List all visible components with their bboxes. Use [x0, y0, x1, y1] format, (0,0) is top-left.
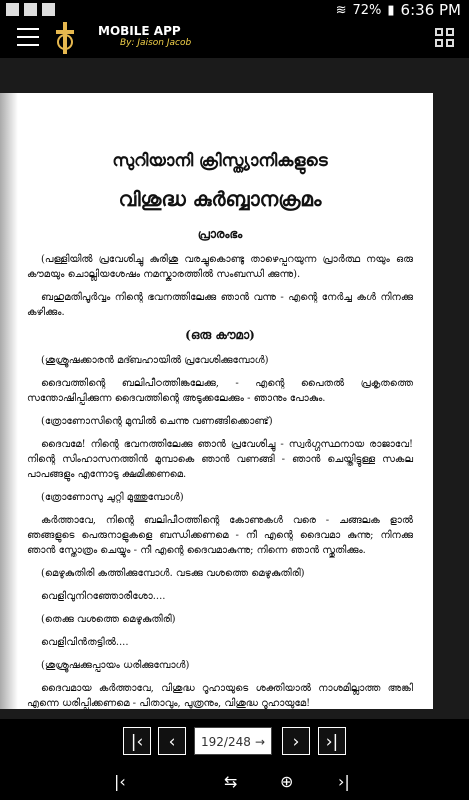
- first-page-icon[interactable]: |‹: [114, 772, 126, 791]
- page-number-input[interactable]: [194, 727, 272, 755]
- paragraph-5: ദൈവത്തിന്റെ ബലിപീഠത്തിങ്കലേക്കു, - എന്റെ പൈതൽ പ്രകൃതത്തെ സന്തോഷിപ്പിക്കുന്ന ദൈവത്തിന്റെ അടുക്കലേക്കും - ഞാനും പോകും.: [27, 378, 413, 404]
- next-page-button[interactable]: ›: [282, 727, 310, 755]
- app-subtitle: By: Jaison Jacob: [120, 38, 192, 48]
- document-viewer: [0, 58, 469, 719]
- go-arrow-icon[interactable]: →: [254, 735, 265, 749]
- page-content: [27, 151, 413, 719]
- paragraph-4: (ശുശ്രൂഷക്കാരൻ മദ്ബഹായിൽ പ്രവേശിക്കുമ്പോൾ): [41, 355, 269, 366]
- menu-icon[interactable]: [17, 28, 39, 46]
- pdf-page: [0, 93, 433, 709]
- notification-icon: [6, 3, 19, 16]
- page-shadow: [0, 93, 18, 709]
- paragraph-2: ബഹുമതിപൂർവ്വം നിന്റെ ഭവനത്തിലേക്കു ഞാൻ വന്നു - എന്റെ നേർച്ച കൾ നിനക്കു കഴിക്കും.: [27, 292, 413, 318]
- page-navigation: [0, 719, 469, 765]
- bottom-toolbar: [0, 765, 469, 800]
- first-page-button[interactable]: |‹: [123, 727, 151, 755]
- clock: 6:36 PM: [400, 1, 461, 19]
- last-page-button[interactable]: ›|: [318, 727, 346, 755]
- app-title: MOBILE APP: [98, 24, 181, 38]
- app-title-block: [98, 24, 191, 48]
- battery-icon: ▮: [387, 2, 395, 18]
- swap-icon[interactable]: ⇆: [224, 772, 238, 791]
- zoom-icon[interactable]: ⊕: [280, 772, 294, 791]
- notification-icons: [6, 3, 55, 16]
- page-number: 192/248: [201, 735, 251, 749]
- battery-level: 72%: [352, 2, 382, 18]
- paragraph-6: (ത്രോണോസിന്റെ മുമ്പിൽ ചെന്നു വണങ്ങിക്കൊണ്ട്): [41, 416, 273, 427]
- paragraph-8: (ത്രോണോസു ചുറ്റി മുത്തുമ്പോൾ): [41, 492, 184, 503]
- paragraph-13: വെളിവിൻതട്ടിൽ....: [41, 637, 129, 648]
- grid-view-icon[interactable]: [435, 28, 454, 47]
- heading-1: സുറിയാനി ക്രിസ്ത്യാനികളുടെ: [112, 151, 328, 171]
- paragraph-12: (തെക്കു വശത്തെ മെഴുകുതിരി): [41, 614, 176, 625]
- notification-icon: [42, 3, 55, 16]
- paragraph-1: (പള്ളിയിൽ പ്രവേശിച്ചു കുരിശു വരച്ചുകൊണ്ടു താഴെപ്പറയുന്ന പ്രാർത്ഥ നയും ഒരു കൗമയും ചൊല്ലിയശേഷം നമസ്കാരത്തിൽ സംബന്ധി ക്കുന്നു).: [27, 254, 413, 280]
- paragraph-15: ദൈവമായ കർത്താവേ, വിശുദ്ധ റൂഹായുടെ ശക്തിയാൽ നാശമില്ലാത്ത അങ്കി എന്നെ ധരിപ്പിക്കണമെ - പിതാവും, പുത്രനും, വിശുദ്ധ റൂഹായുമേ!: [27, 683, 413, 709]
- notification-icon: [24, 3, 37, 16]
- status-bar: [0, 0, 469, 20]
- paragraph-7: ദൈവമേ! നിന്റെ ഭവനത്തിലേക്കു ഞാൻ പ്രവേശിച്ചു - സ്വർഗ്ഗസ്ഥനായ രാജാവേ! നിന്റെ സിംഹാസനത്തിൻ മുമ്പാകെ ഞാൻ വണങ്ങി - ഞാൻ ചെയ്തിട്ടുള്ള സകല പാപങ്ങളും എന്നോടു ക്ഷമിക്കണമെ.: [27, 439, 413, 480]
- paragraph-11: വെളിവുനിറഞ്ഞോരീശോ....: [41, 591, 166, 602]
- paragraph-3: (ഒരു കൗമാ): [185, 328, 255, 342]
- wifi-icon: ≋: [335, 2, 347, 18]
- heading-2: വിശുദ്ധ കുർബ്ബാനക്രമം: [118, 187, 322, 211]
- heading-3: പ്രാരംഭം: [197, 227, 243, 241]
- last-page-icon[interactable]: ›|: [338, 772, 350, 791]
- paragraph-9: കർത്താവേ, നിന്റെ ബലിപീഠത്തിന്റെ കോണുകൾ വരെ - ചങ്ങലക ളാൽ ഞങ്ങളുടെ പെരുനാളുകളെ ബന്ധിക്കണമെ - നീ എന്റെ ദൈവമാ കുന്നു; നിനക്കു ഞാൻ സ്തോത്രം ചെയ്യും - നീ എന്റെ ദൈവമാകുന്നു; നിന്നെ ഞാൻ സ്തുതിക്കും.: [27, 515, 413, 556]
- paragraph-14: (ശുശ്രൂഷക്കുപ്പായം ധരിക്കുമ്പോൾ): [41, 660, 190, 671]
- cross-logo: [52, 22, 78, 54]
- paragraph-10: (മെഴുകുതിരി കത്തിക്കുമ്പോൾ. വടക്കു വശത്തെ മെഴുകുതിരി): [41, 568, 305, 579]
- app-bar: [0, 20, 469, 58]
- previous-page-button[interactable]: ‹: [158, 727, 186, 755]
- status-right: [336, 1, 461, 19]
